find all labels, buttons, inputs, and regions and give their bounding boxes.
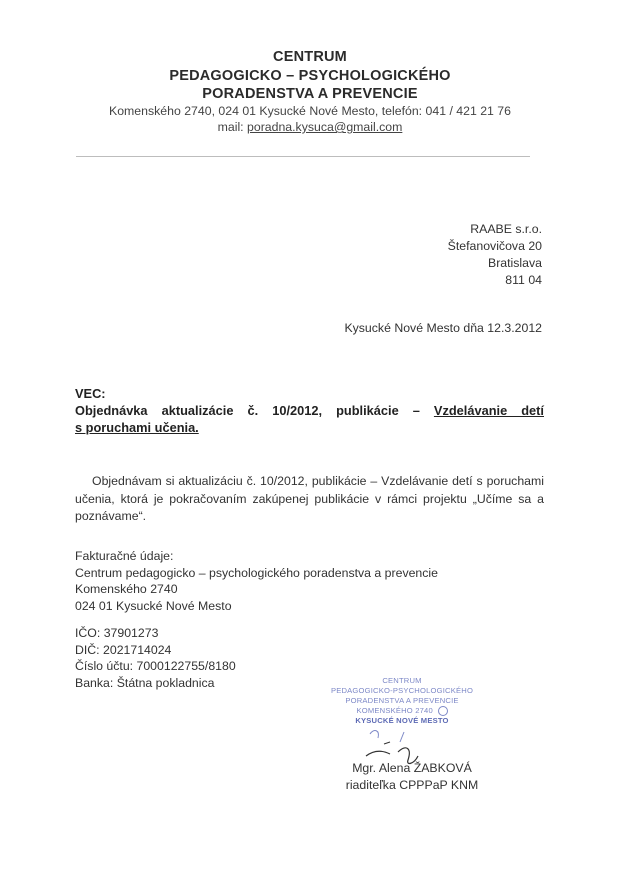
recipient-zip: 811 04 [505,273,542,287]
dic: DIČ: 2021714024 [75,642,172,657]
stamp-line1: CENTRUM [382,676,422,685]
stamp-line2: PEDAGOGICKO-PSYCHOLOGICKÉHO [330,686,474,695]
recipient-address [448,221,542,289]
billing-street: Komenského 2740 [75,582,178,596]
ids-block [75,625,236,691]
letterhead-title-line1: CENTRUM [273,49,347,65]
letterhead-title-line3: PORADENSTVA A PREVENCIE [202,86,418,102]
billing-label: Fakturačné údaje: [75,549,174,563]
date-line: Kysucké Nové Mesto dňa 12.3.2012 [344,321,542,335]
letterhead-title-line2: PEDAGOGICKO – PSYCHOLOGICKÉHO [169,68,451,84]
billing-city: 024 01 Kysucké Nové Mesto [75,598,232,613]
signatory-name: Mgr. Alena ŽABKOVÁ [352,761,472,775]
subject-block [75,385,544,436]
header-divider [76,156,530,157]
signatory-title: riaditeľka CPPPaP KNM [345,778,479,792]
mail-prefix: mail: [217,120,248,134]
bank: Banka: Štátna pokladnica [75,675,215,690]
body-paragraph: Objednávam si aktualizáciu č. 10/2012, publikácie – Vzdelávanie detí s poruchami učenia, ktorá je pokračovaním zakúpenej publikácie v rámci projektu „Učíme sa a poznávame“. [75,474,544,523]
subject-title-part2: s poruchami učenia. [75,420,199,435]
official-stamp [322,676,482,726]
body-paragraph-block [75,473,544,526]
stamp-line5: KYSUCKÉ NOVÉ MESTO [355,716,449,725]
subject-text: Objednávka aktualizácie č. 10/2012, publikácie – [75,403,434,418]
subject-label: VEC: [75,386,106,401]
subject-title-part1: Vzdelávanie detí [433,403,544,418]
billing-org: Centrum pedagogicko – psychologického poradenstva a prevencie [75,565,438,580]
billing-block [75,548,438,614]
stamp-line4 [322,706,482,716]
stamp-circle-icon [438,706,448,716]
stamp-line3: PORADENSTVA A PREVENCIE [345,696,459,705]
mail-link[interactable]: poradna.kysuca@gmail.com [247,120,403,134]
ico: IČO: 37901273 [75,626,159,640]
subject-line1 [75,402,544,419]
letterhead-address: Komenského 2740, 024 01 Kysucké Nové Mesto, telefón: 041 / 421 21 76 [109,104,511,118]
letterhead-mail [0,120,620,134]
stamp-line4-text: KOMENSKÉHO 2740 [356,706,433,715]
account-number: Číslo účtu: 7000122755/8180 [75,659,236,673]
signatory-block [342,760,482,794]
recipient-city: Bratislava [488,256,542,270]
recipient-name: RAABE s.r.o. [470,222,542,236]
recipient-street: Štefanovičova 20 [447,239,542,253]
